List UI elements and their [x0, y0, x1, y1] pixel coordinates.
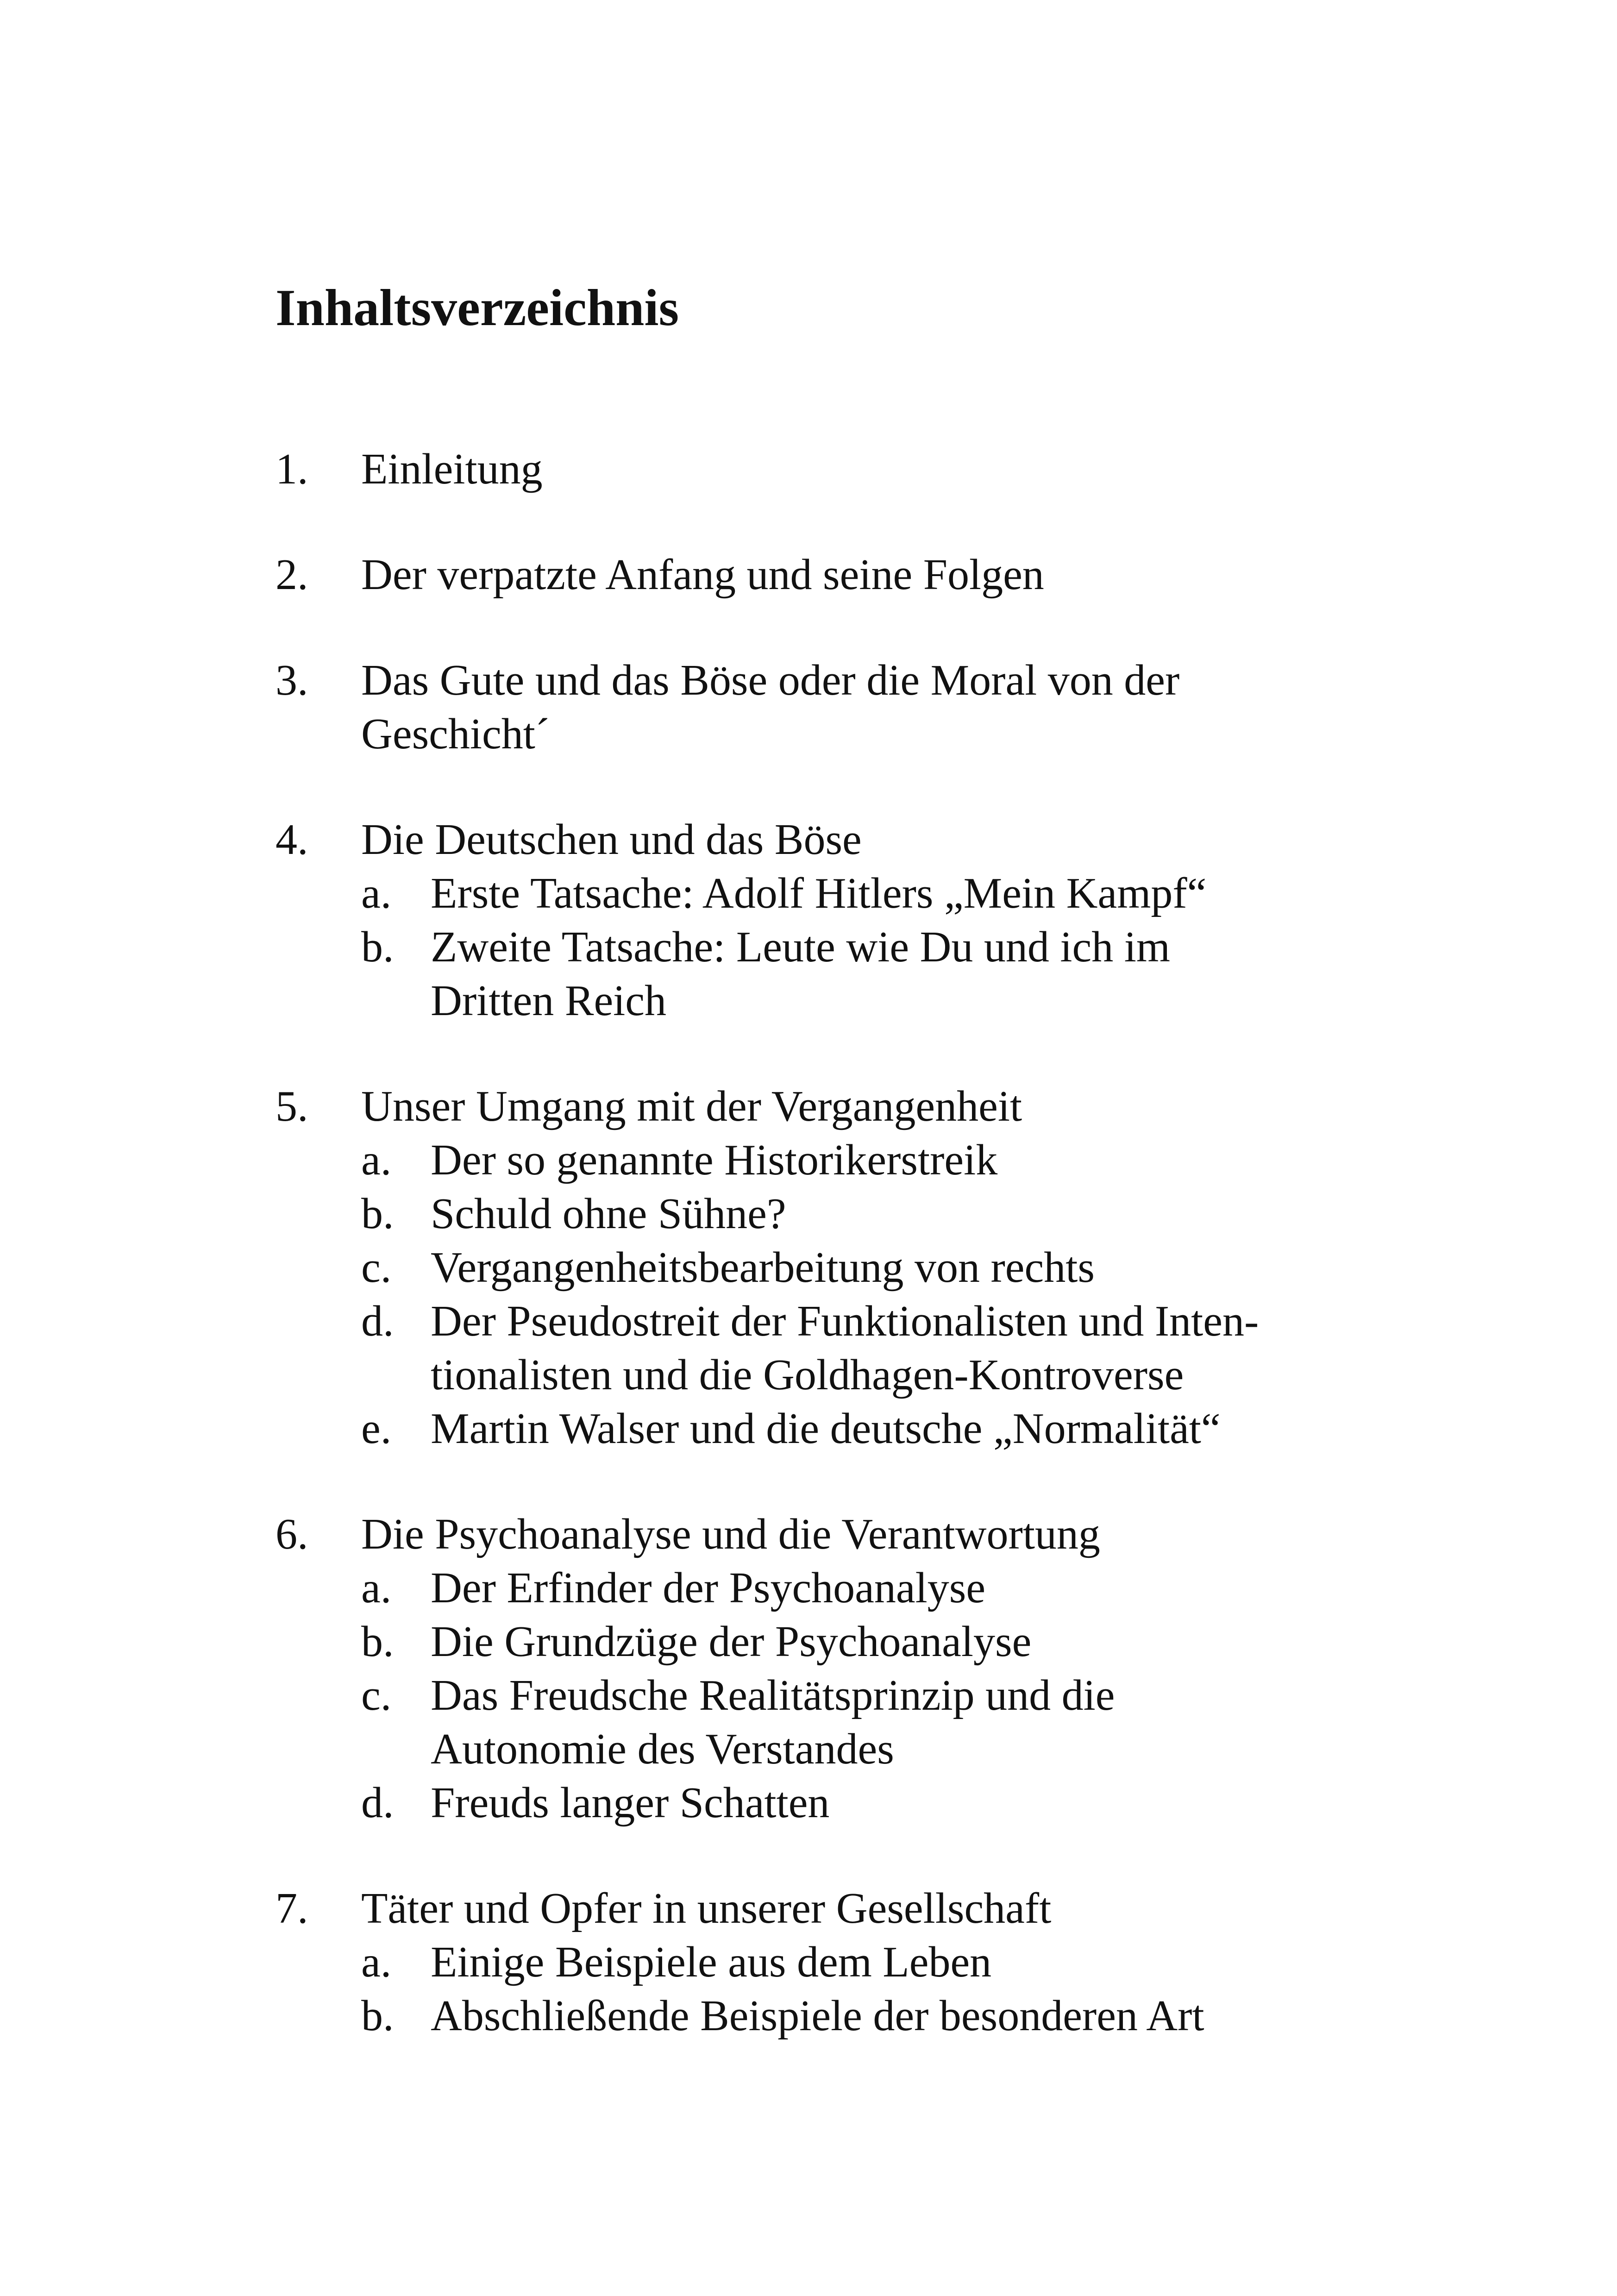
section-letter: a. [361, 1938, 392, 1986]
section-title: Freuds langer Schatten [431, 1779, 830, 1827]
section-letter: c. [361, 1243, 392, 1292]
chapter-number: 1. [276, 445, 308, 493]
section-title: Erste Tatsache: Adolf Hitlers „Mein Kampf“ [431, 869, 1207, 917]
chapter-number: 7. [276, 1884, 308, 1932]
section-letter: d. [361, 1779, 394, 1827]
section-title: Die Grundzüge der Psychoanalyse [431, 1618, 1032, 1666]
section-title: Abschließende Beispiele der besonderen Art [431, 1992, 1204, 2040]
section-title: Martin Walser und die deutsche „Normalität“ [431, 1405, 1221, 1453]
chapter-title: Die Psychoanalyse und die Verantwortung [361, 1510, 1100, 1558]
chapter-title: Die Deutschen und das Böse [361, 816, 862, 864]
chapter-title: Das Gute und das Böse oder die Moral von der [361, 656, 1180, 704]
section-title: Vergangenheitsbearbeitung von rechts [431, 1243, 1095, 1292]
chapter-number: 6. [276, 1510, 308, 1558]
page-title: Inhaltsverzeichnis [276, 279, 679, 337]
section-title: Schuld ohne Sühne? [431, 1190, 786, 1238]
chapter-title: Täter und Opfer in unserer Gesellschaft [361, 1884, 1052, 1932]
section-title: Autonomie des Verstandes [431, 1725, 894, 1773]
chapter-title: Einleitung [361, 445, 543, 493]
chapter-number: 5. [276, 1082, 308, 1130]
section-letter: b. [361, 1190, 394, 1238]
section-title: Der Erfinder der Psychoanalyse [431, 1564, 986, 1612]
section-letter: a. [361, 1564, 392, 1612]
chapter-number: 4. [276, 816, 308, 864]
section-letter: b. [361, 923, 394, 971]
section-title: Der Pseudostreit der Funktionalisten und Inten- [431, 1297, 1259, 1345]
section-letter: b. [361, 1992, 394, 2040]
chapter-title: Unser Umgang mit der Vergangenheit [361, 1082, 1022, 1130]
chapter-number: 2. [276, 551, 308, 599]
section-letter: b. [361, 1618, 394, 1666]
section-letter: a. [361, 1136, 392, 1184]
section-title: Einige Beispiele aus dem Leben [431, 1938, 992, 1986]
section-letter: a. [361, 869, 392, 917]
section-title: Dritten Reich [431, 977, 667, 1025]
chapter-title: Geschicht´ [361, 710, 550, 758]
chapter-number: 3. [276, 656, 308, 704]
section-title: Das Freudsche Realitätsprinzip und die [431, 1671, 1115, 1719]
section-title: tionalisten und die Goldhagen-Kontroverse [431, 1351, 1184, 1399]
section-title: Zweite Tatsache: Leute wie Du und ich im [431, 923, 1170, 971]
section-title: Der so genannte Historikerstreik [431, 1136, 998, 1184]
section-letter: d. [361, 1297, 394, 1345]
chapter-title: Der verpatzte Anfang und seine Folgen [361, 551, 1044, 599]
section-letter: e. [361, 1405, 392, 1453]
section-letter: c. [361, 1671, 392, 1719]
